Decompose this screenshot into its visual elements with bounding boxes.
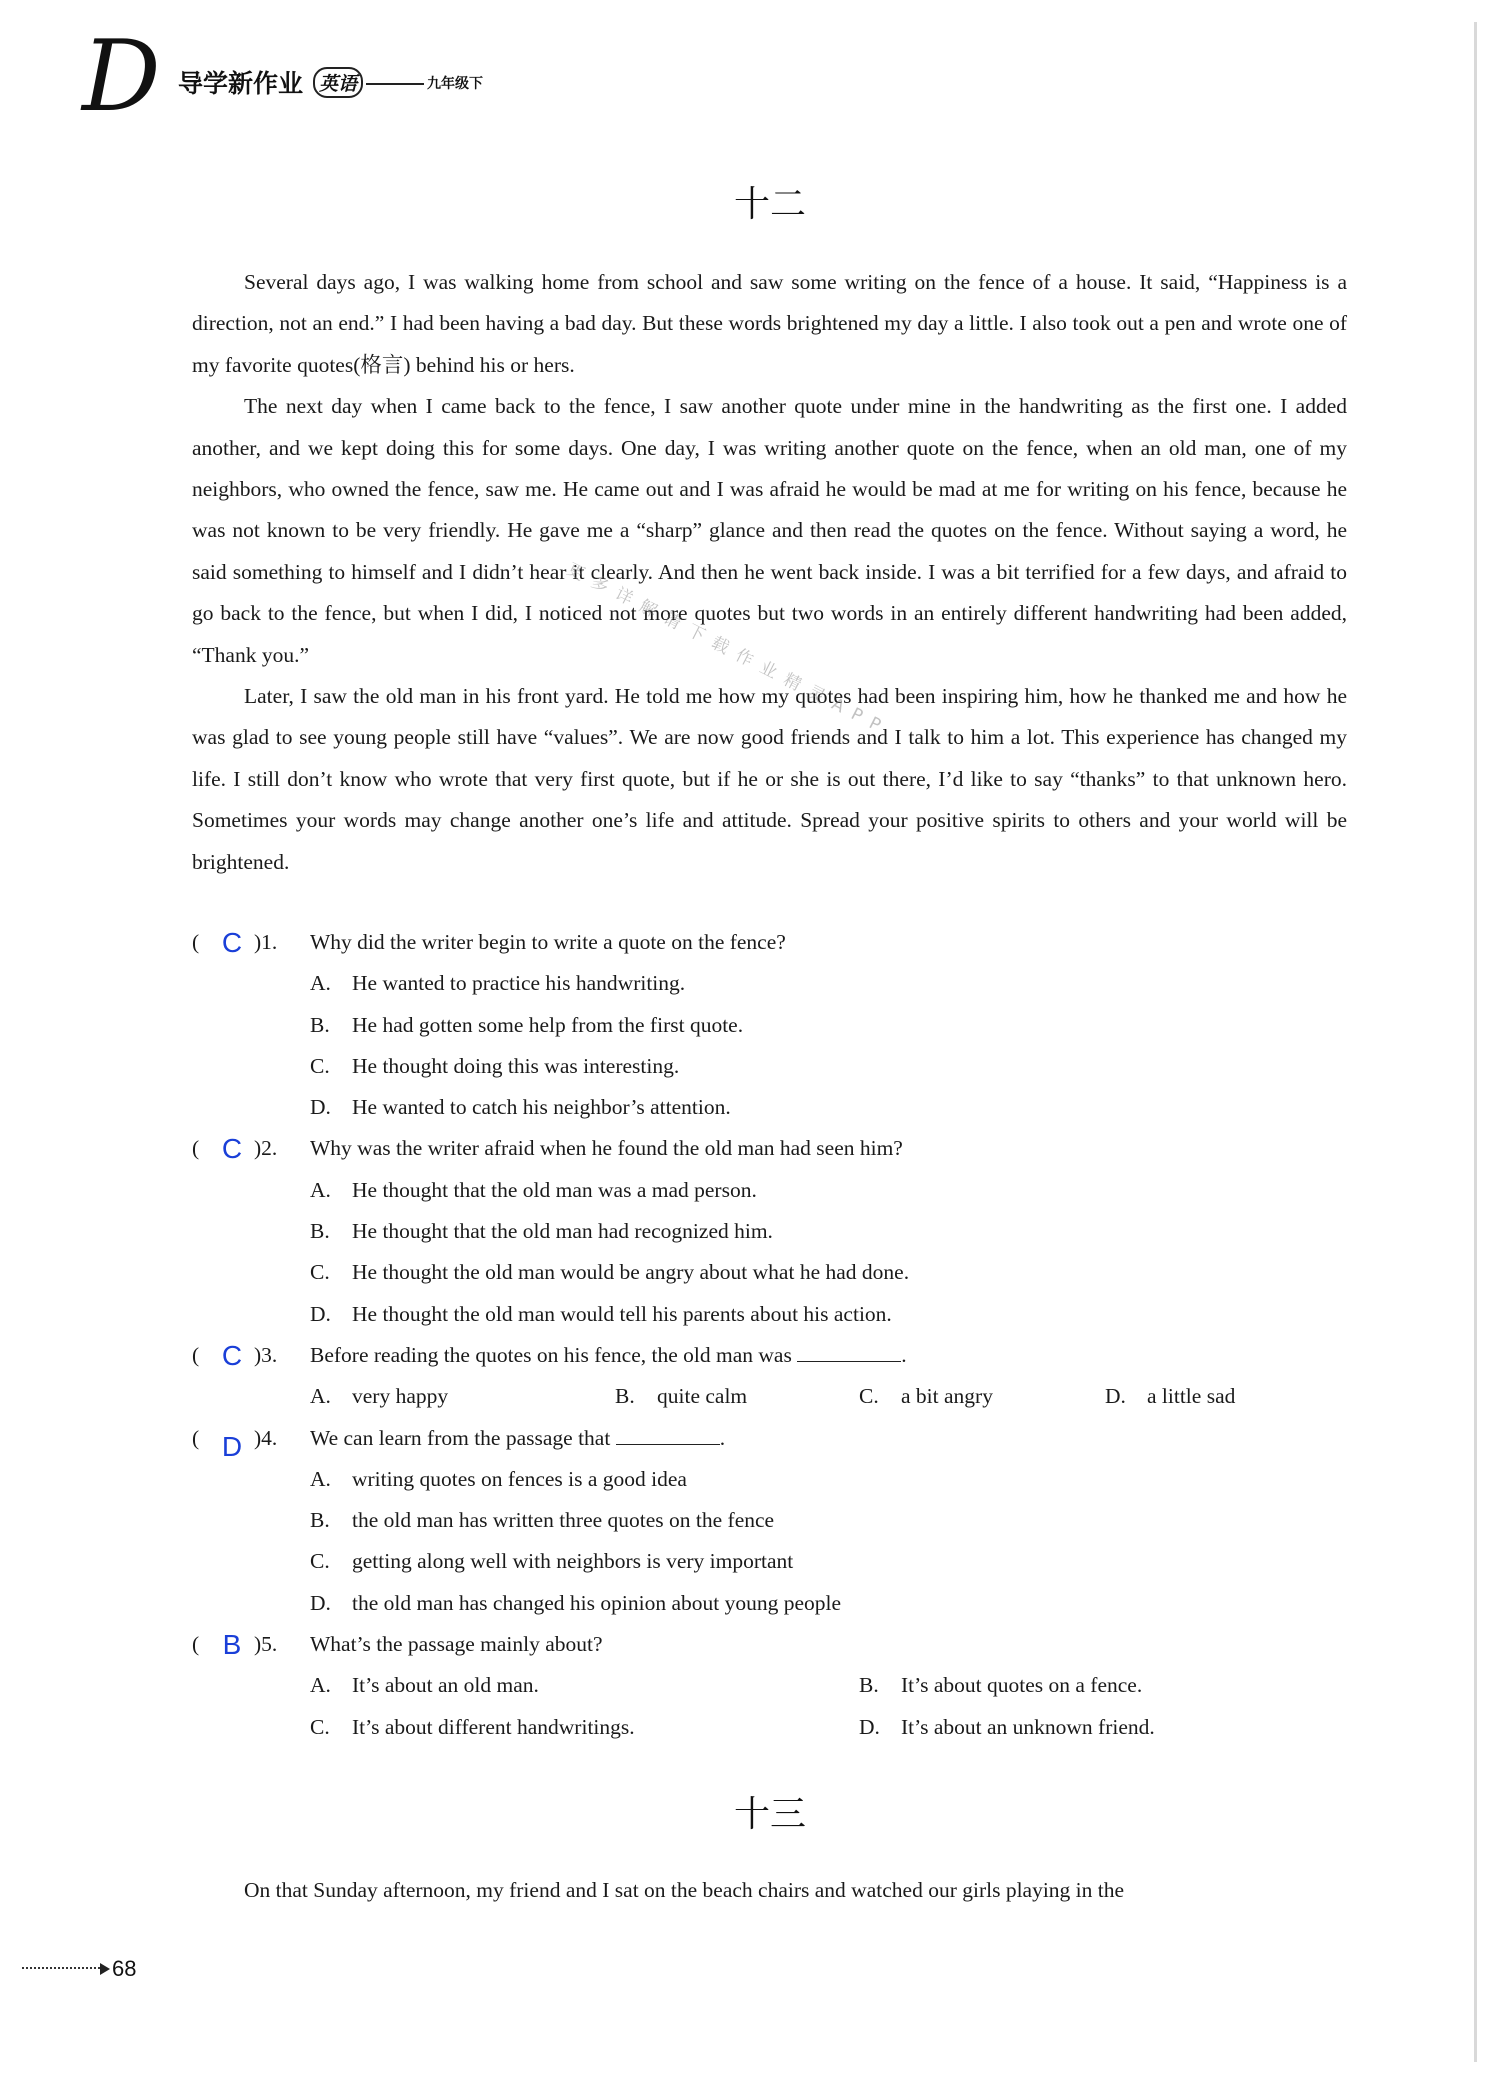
question-1 bbox=[192, 922, 1347, 963]
header-text bbox=[178, 64, 483, 100]
question-list bbox=[192, 922, 1347, 1748]
option-row bbox=[192, 1294, 1347, 1335]
option-d: D. He wanted to catch his neighbor’s attention. bbox=[310, 1095, 731, 1120]
footer-dotted-line bbox=[22, 1967, 100, 1969]
option-c: C. It’s about different handwritings. bbox=[310, 1714, 635, 1739]
option-c: C. He thought the old man would be angry about what he had done. bbox=[310, 1260, 910, 1285]
question-2 bbox=[192, 1128, 1347, 1169]
option-d: D. the old man has changed his opinion about young people bbox=[310, 1590, 842, 1615]
question-number: )2. bbox=[254, 1136, 278, 1161]
subject-badge: 英语 bbox=[313, 67, 363, 98]
section-12-passage bbox=[192, 262, 1347, 883]
answer-paren: ( bbox=[192, 1632, 200, 1657]
option-b: B. He had gotten some help from the first quote. bbox=[310, 1012, 744, 1037]
header-rule bbox=[366, 83, 424, 85]
option-row bbox=[192, 1707, 1347, 1748]
answer-paren: ( bbox=[192, 930, 200, 954]
answer-paren: ( bbox=[192, 1425, 200, 1450]
option-b: B. quite calm bbox=[615, 1384, 748, 1409]
question-number: )1. bbox=[254, 930, 278, 954]
question-text: Why did the writer begin to write a quote on the fence? bbox=[310, 930, 786, 954]
option-a: A. He thought that the old man was a mad person. bbox=[310, 1177, 757, 1202]
option-c: C. He thought doing this was interesting. bbox=[310, 1053, 680, 1078]
option-a: A. writing quotes on fences is a good idea bbox=[310, 1466, 687, 1491]
grade-label: 九年级下 bbox=[427, 76, 484, 92]
answer-paren: ( bbox=[192, 1342, 200, 1367]
watermark: 更多详解请下载作业精灵APP bbox=[563, 559, 893, 741]
page-edge-line bbox=[1474, 22, 1477, 2062]
option-b: B. It’s about quotes on a fence. bbox=[859, 1673, 1143, 1698]
option-b: B. the old man has written three quotes on the fence bbox=[310, 1508, 775, 1533]
answer-mark: C bbox=[221, 927, 243, 958]
page-number: 68 bbox=[112, 1956, 137, 1981]
question-number: )3. bbox=[254, 1342, 278, 1367]
paragraph-1: Several days ago, I was walking home from school and saw some writing on the fence of a house. It said, “Happiness is a direction, not an end.” I had been having a bad day. But these words brightened my day a little. I also took out a pen and wrote one of my favorite quotes(格言) behind his or hers. bbox=[192, 270, 1347, 377]
option-a: A. He wanted to practice his handwriting. bbox=[310, 971, 686, 996]
paragraph-1: On that Sunday afternoon, my friend and I sat on the beach chairs and watched our girls playing in the bbox=[244, 1878, 1125, 1902]
section-13-title: 十三 bbox=[733, 1794, 806, 1835]
option-d: D. It’s about an unknown friend. bbox=[859, 1714, 1155, 1739]
option-c: C. a bit angry bbox=[859, 1384, 993, 1409]
option-row bbox=[192, 1005, 1347, 1046]
answer-mark: C bbox=[221, 1339, 243, 1371]
question-text: Before reading the quotes on his fence, the old man was . bbox=[310, 1342, 907, 1367]
option-d: D. He thought the old man would tell his parents about his action. bbox=[310, 1301, 892, 1326]
question-number: )4. bbox=[254, 1425, 278, 1450]
answer-mark: D bbox=[221, 1430, 243, 1462]
answer-paren: ( bbox=[192, 1136, 200, 1161]
option-row bbox=[192, 1170, 1347, 1211]
paragraph-3: Later, I saw the old man in his front yard. He told me how my quotes had been inspiring him, how he thanked me and how he was glad to see young people still have “values”. We are now good friends and I talk to him a lot. This experience has changed my life. I still don’t know who wrote that very first quote, but if he or she is out there, I’d like to say “thanks” to that unknown hero. Sometimes your words may change another one’s life and attitude. Spread your positive spirits to others and your world will be brightened. bbox=[192, 684, 1347, 874]
page-footer bbox=[22, 1956, 136, 1982]
answer-mark: B bbox=[222, 1629, 242, 1661]
option-row bbox=[192, 963, 1347, 1004]
option-b: B. He thought that the old man had recognized him. bbox=[310, 1219, 773, 1244]
answer-mark: C bbox=[221, 1133, 243, 1165]
paragraph-2: The next day when I came back to the fence, I saw another quote under mine in the handwriting as the first one. I added another, and we kept doing this for some days. One day, I was writing another quote on the fence, when an old man, one of my neighbors, who owned the fence, saw me. He came out and I was afraid he would be mad at me for writing on his fence, because he was not known to be very friendly. He gave me a “sharp” glance and then read the quotes on the fence. Without saying a word, he said something to himself and I didn’t hear it clearly. And then he went back inside. I was a bit terrified for a few days, and afraid to go back to the fence, but when I did, I noticed not more quotes but two words in an entirely different handwriting had been added, “Thank you.” bbox=[192, 394, 1347, 667]
question-number: )5. bbox=[254, 1632, 278, 1657]
option-a: A. very happy bbox=[310, 1384, 449, 1409]
answer-blank bbox=[797, 1341, 901, 1362]
option-a: A. It’s about an old man. bbox=[310, 1673, 539, 1698]
arrow-right-icon bbox=[100, 1963, 110, 1975]
section-12-title: 十二 bbox=[733, 184, 806, 225]
section-13-passage bbox=[192, 1870, 1347, 1911]
option-row bbox=[192, 1500, 1347, 1541]
option-row bbox=[192, 1211, 1347, 1252]
option-row bbox=[192, 1541, 1347, 1582]
option-row bbox=[192, 1583, 1347, 1624]
question-4 bbox=[192, 1418, 1347, 1462]
option-row bbox=[192, 1087, 1347, 1128]
question-text: We can learn from the passage that . bbox=[310, 1425, 726, 1450]
brand-logo-letter: D bbox=[82, 20, 161, 134]
question-text: Why was the writer afraid when he found the old man had seen him? bbox=[310, 1136, 903, 1161]
option-row bbox=[192, 1665, 1347, 1706]
option-row bbox=[192, 1252, 1347, 1293]
question-text: What’s the passage mainly about? bbox=[310, 1632, 603, 1657]
book-title: 导学新作业 bbox=[178, 69, 304, 98]
question-3 bbox=[192, 1335, 1347, 1376]
answer-blank bbox=[616, 1424, 720, 1445]
option-d: D. a little sad bbox=[1105, 1384, 1236, 1409]
option-c: C. getting along well with neighbors is very important bbox=[310, 1549, 794, 1574]
option-row bbox=[192, 1046, 1347, 1087]
option-row bbox=[192, 1459, 1347, 1500]
option-row bbox=[192, 1376, 1347, 1417]
question-5 bbox=[192, 1624, 1347, 1665]
